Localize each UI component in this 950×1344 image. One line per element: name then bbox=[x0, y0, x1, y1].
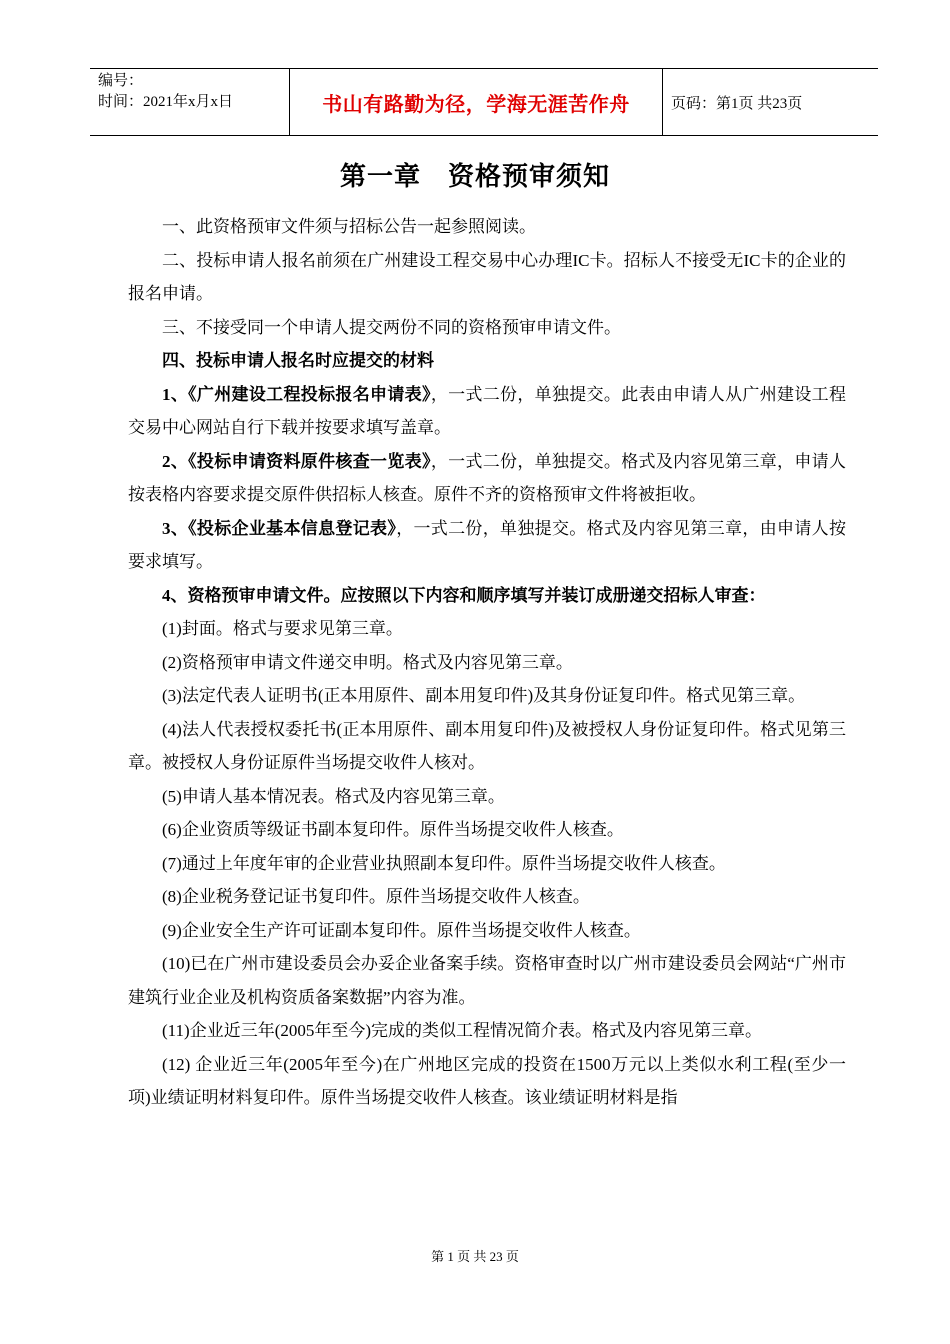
form-title-3: 3、《投标企业基本信息登记表》 bbox=[162, 518, 397, 538]
sub-item-2: (2)资格预审申请文件递交申明。格式及内容见第三章。 bbox=[162, 652, 573, 672]
sub-item-9: (9)企业安全生产许可证副本复印件。原件当场提交收件人核查。 bbox=[162, 920, 641, 940]
chapter-title: 第一章 资格预审须知 bbox=[339, 162, 610, 192]
sub-item-4: (4)法人代表授权委托书(正本用原件、副本用复印件)及被授权人身份证复印件。格式见第三章。被授权人身份证原件当场提交收件人核对。 bbox=[128, 719, 846, 772]
sub-item-5: (5)申请人基本情况表。格式及内容见第三章。 bbox=[162, 786, 505, 806]
header-meta bbox=[90, 69, 290, 135]
item-3-text: ，一式二份，单独提交。格式及内容见第三章，由申请人按要求填写。 bbox=[128, 518, 846, 571]
document-body bbox=[128, 210, 846, 1115]
page-indicator: 页码：第1页 共23页 bbox=[671, 95, 803, 112]
paragraph-item-3 bbox=[128, 512, 846, 579]
sub-item-10: (10)已在广州市建设委员会办妥企业备案手续。资格审查时以广州市建设委员会网站“广州市建筑行业企业及机构资质备案数据”内容为准。 bbox=[128, 954, 846, 1007]
paragraph-1: 一、此资格预审文件须与招标公告一起参照阅读。 bbox=[162, 217, 536, 236]
sub-item-8: (8)企业税务登记证书复印件。原件当场提交收件人核查。 bbox=[162, 887, 590, 906]
sub-item-7: (7)通过上年度年审的企业营业执照副本复印件。原件当场提交收件人核查。 bbox=[162, 853, 726, 873]
sub-item-11: (11)企业近三年(2005年至今)完成的类似工程情况简介表。格式及内容见第三章。 bbox=[162, 1021, 763, 1040]
item-2-text: ，一式二份，单独提交。格式及内容见第三章，申请人按表格内容要求提交原件供招标人核查。原件不齐的资格预审文件将被拒收。 bbox=[128, 451, 846, 504]
sub-item-1: (1)封面。格式与要求见第三章。 bbox=[162, 619, 403, 638]
page-header bbox=[90, 68, 878, 136]
sub-item-3: (3)法定代表人证明书(正本用原件、副本用复印件)及其身份证复印件。格式见第三章。 bbox=[162, 686, 806, 705]
paragraph-3: 三、不接受同一个申请人提交两份不同的资格预审申请文件。 bbox=[162, 317, 621, 337]
form-title-2: 2、《投标申请资料原件核查一览表》 bbox=[162, 451, 431, 471]
paragraph-item-1 bbox=[128, 378, 846, 445]
page-footer: 第 1 页 共 23 页 bbox=[431, 1249, 519, 1264]
item-1-text: ，一式二份，单独提交。此表由申请人从广州建设工程交易中心网站自行下载并按要求填写盖章。 bbox=[128, 384, 846, 437]
paragraph-item-2 bbox=[128, 445, 846, 512]
time-label: 时间：2021年x月x日 bbox=[98, 94, 234, 110]
sub-item-12: (12) 企业近三年(2005年至今)在广州地区完成的投资在1500万元以上类似水利工程(至少一项)业绩证明材料复印件。原件当场提交收件人核查。该业绩证明材料是指 bbox=[128, 1054, 846, 1107]
paragraph-2: 二、投标申请人报名前须在广州建设工程交易中心办理IC卡。招标人不接受无IC卡的企业的报名申请。 bbox=[128, 250, 846, 303]
sub-item-6: (6)企业资质等级证书副本复印件。原件当场提交收件人核查。 bbox=[162, 820, 624, 839]
paragraph-item-4: 4、资格预审申请文件。应按照以下内容和顺序填写并装订成册递交招标人审查： bbox=[162, 585, 766, 605]
form-title-1: 1、《广州建设工程投标报名申请表》 bbox=[162, 384, 431, 404]
number-label: 编号： bbox=[98, 73, 144, 89]
header-motto: 书山有路勤为径，学海无涯苦作舟 bbox=[290, 69, 663, 135]
section-heading-materials: 四、投标申请人报名时应提交的材料 bbox=[162, 351, 434, 370]
